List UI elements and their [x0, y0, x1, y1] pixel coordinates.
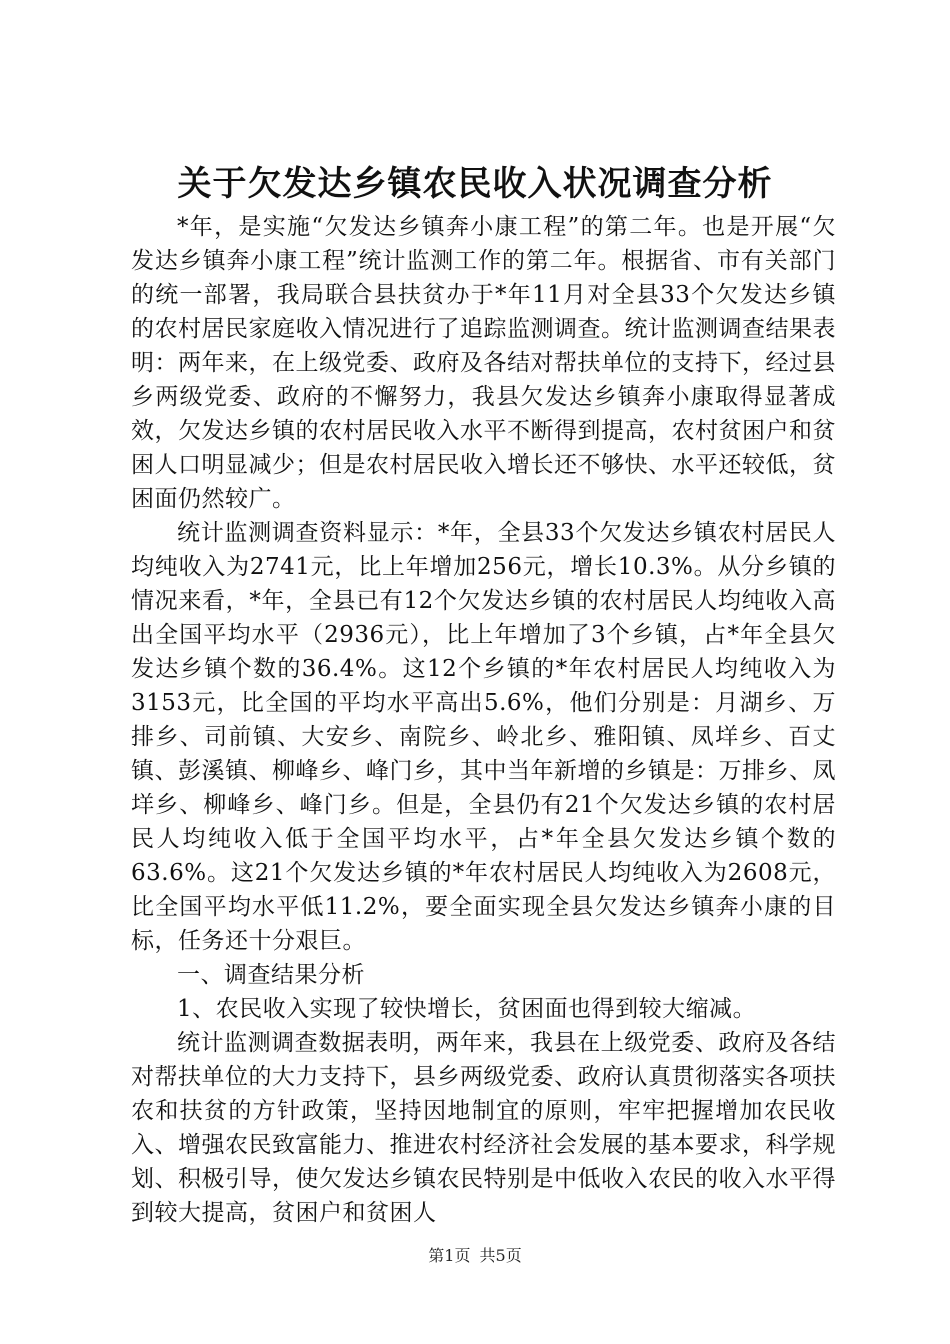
section-heading: 一、调查结果分析: [177, 962, 365, 988]
document-body: [131, 210, 836, 1230]
paragraph-intro: *年，是实施“欠发达乡镇奔小康工程”的第二年。也是开展“欠发达乡镇奔小康工程”统计监测工作的第二年。根据省、市有关部门的统一部署，我局联合县扶贫办于*年11月对全县33个欠发达乡镇的农村居民家庭收入情况进行了追踪监测调查。统计监测调查结果表明：两年来，在上级党委、政府及各结对帮扶单位的支持下，经过县乡两级党委、政府的不懈努力，我县欠发达乡镇奔小康取得显著成效，欠发达乡镇的农村居民收入水平不断得到提高，农村贫困户和贫困人口明显减少；但是农村居民收入增长还不够快、水平还较低，贫困面仍然较广。: [131, 214, 836, 512]
paragraph-analysis: 统计监测调查数据表明，两年来，我县在上级党委、政府及各结对帮扶单位的大力支持下，县乡两级党委、政府认真贯彻落实各项扶农和扶贫的方针政策，坚持因地制宜的原则，牢牢把握增加农民收入、增强农民致富能力、推进农村经济社会发展的基本要求，科学规划、积极引导，使欠发达乡镇农民特别是中低收入农民的收入水平得到较大提高，贫困户和贫困人: [131, 1030, 836, 1226]
subsection-heading: 1、农民收入实现了较快增长，贫困面也得到较大缩减。: [177, 996, 757, 1022]
page-footer: [0, 1245, 950, 1267]
paragraph-statistics: 统计监测调查资料显示：*年，全县33个欠发达乡镇农村居民人均纯收入为2741元，比上年增加256元，增长10.3%。从分乡镇的情况来看，*年，全县已有12个欠发达乡镇的农村居民人均纯收入高出全国平均水平（2936元），比上年增加了3个乡镇，占*年全县欠发达乡镇个数的36.4%。这12个乡镇的*年农村居民人均纯收入为3153元，比全国的平均水平高出5.6%，他们分别是：月湖乡、万排乡、司前镇、大安乡、南院乡、岭北乡、雅阳镇、凤垟乡、百丈镇、彭溪镇、柳峰乡、峰门乡，其中当年新增的乡镇是：万排乡、凤垟乡、柳峰乡、峰门乡。但是，全县仍有21个欠发达乡镇的农村居民人均纯收入低于全国平均水平，占*年全县欠发达乡镇个数的63.6%。这21个欠发达乡镇的*年农村居民人均纯收入为2608元，比全国平均水平低11.2%，要全面实现全县欠发达乡镇奔小康的目标，任务还十分艰巨。: [131, 520, 836, 954]
page-total: 共5页: [479, 1246, 522, 1265]
document-title: 关于欠发达乡镇农民收入状况调查分析: [177, 164, 773, 204]
page-number: 第1页: [428, 1246, 471, 1265]
